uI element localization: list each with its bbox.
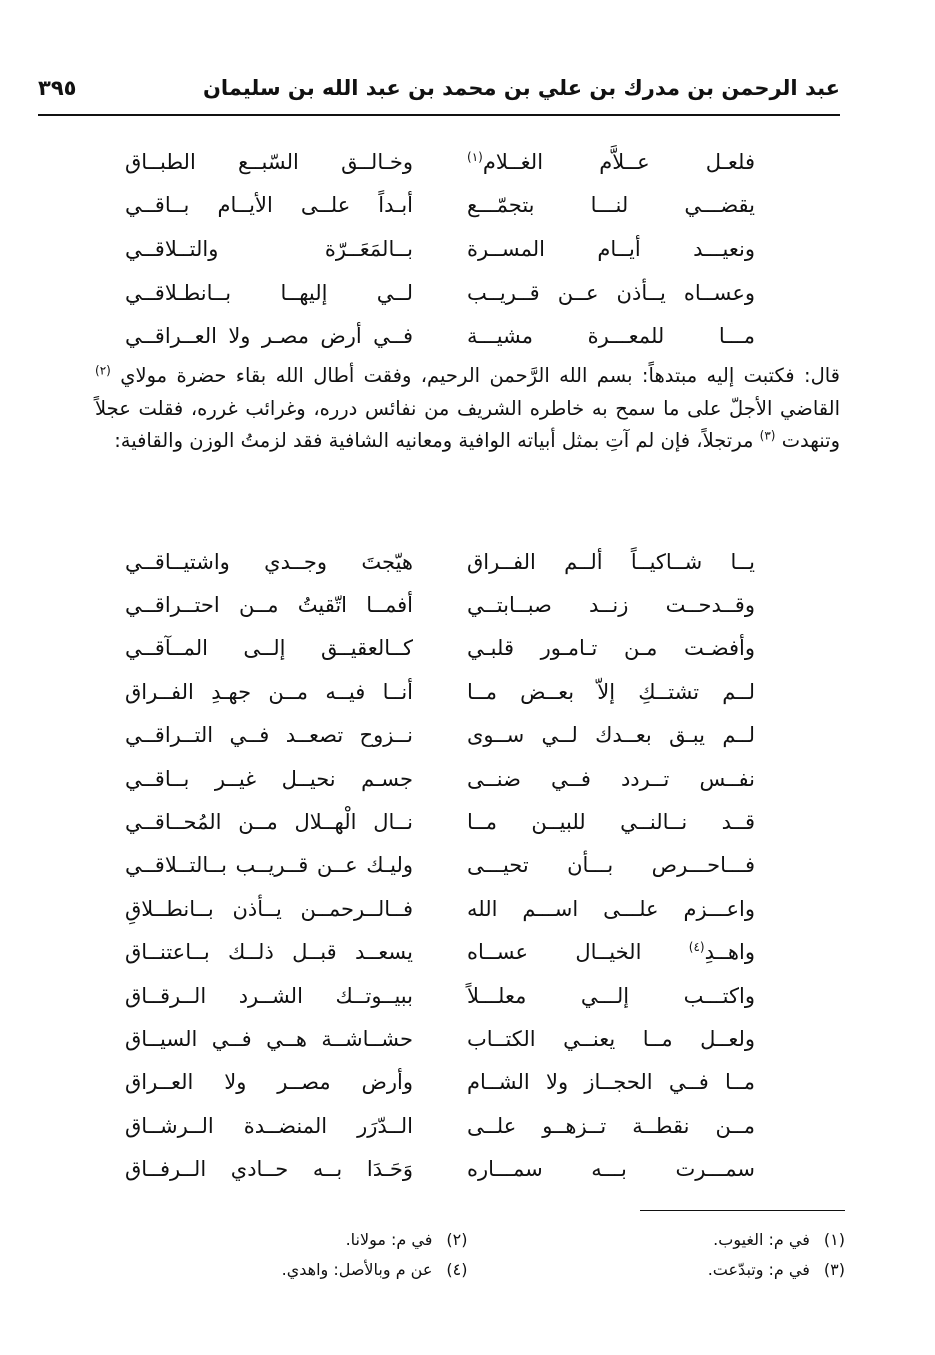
verse-line bbox=[125, 227, 755, 271]
footnote-3: (٣)في م: وتبدّعت. bbox=[707, 1260, 845, 1279]
first-hemistich: ولعــل مــا يعنــي الكتــاب bbox=[467, 1026, 755, 1051]
first-hemistich: مــن نقطــة تــزهــو علــى bbox=[467, 1113, 755, 1138]
first-hemistich: مـــا للمعـــرة مشيـــة bbox=[467, 324, 755, 349]
second-hemistich: نــال الْهــلال مــن المُحــاقــي bbox=[125, 810, 413, 835]
verse-line bbox=[125, 1104, 755, 1147]
verse-line bbox=[125, 800, 755, 843]
verse-line bbox=[125, 184, 755, 228]
verse-line bbox=[125, 583, 755, 626]
verse-line bbox=[125, 627, 755, 670]
first-hemistich: واعـــزم علـــى اســـم الله bbox=[467, 896, 755, 921]
first-hemistich: ونعيـــد أيــام المســرة bbox=[467, 236, 755, 261]
second-hemistich: فــي أرض مصـر ولا العــراقــي bbox=[125, 324, 413, 349]
running-title: عبد الرحمن بن مدرك بن علي بن محمد بن عبد الله بن سليمان bbox=[202, 76, 840, 100]
second-hemistich: لــي إليهــا بــانطـلاقــي bbox=[125, 280, 413, 305]
verse-line bbox=[125, 757, 755, 800]
second-hemistich: وَحَـدَا بــه حــادي الــرفــاق bbox=[125, 1157, 413, 1182]
verse-line bbox=[125, 271, 755, 315]
second-hemistich: أنــا فيــه مــن جهـدِ الفــراق bbox=[125, 679, 413, 704]
first-hemistich: لــم تشتــكِ إلاّ بعــض مــا bbox=[467, 679, 755, 704]
verse-line bbox=[125, 931, 755, 974]
second-hemistich: نــزوح تصعــد فــي التــراقــي bbox=[125, 723, 413, 748]
second-hemistich: ببيــوتــك الشــرد الــرقــاق bbox=[125, 983, 413, 1008]
verse-line bbox=[125, 844, 755, 887]
first-hemistich: فلعـل عــلاَّم الغــلام$^{(١)}$ bbox=[467, 149, 755, 174]
verse-line bbox=[125, 140, 755, 184]
first-hemistich: مــا فــي الحجــاز ولا الشــام bbox=[467, 1070, 755, 1095]
poem-2 bbox=[125, 540, 755, 1191]
first-hemistich: يقضـــي لنـــا بتجمّـــع bbox=[467, 193, 755, 218]
first-hemistich: لــم يبـق بعــدك لــي ســوى bbox=[467, 723, 755, 748]
second-hemistich: هيّجتَ وجــدي واشتيــاقــي bbox=[125, 549, 413, 574]
second-hemistich: أبـداً علــى الأيــام بــاقــي bbox=[125, 193, 413, 218]
first-hemistich: سمـــرت بـــه سمـــاره bbox=[467, 1157, 755, 1182]
footnote-2: (٢)في م: مولانا. bbox=[345, 1230, 468, 1249]
second-hemistich: يسعــد قبــل ذلــك بــاعتنــاق bbox=[125, 940, 413, 965]
second-hemistich: فــالــرحمــن يــأذن بــانطــلاقِ bbox=[125, 896, 413, 921]
first-hemistich: واكتـــب إلـــي معلـــلاً bbox=[467, 983, 755, 1008]
footnotes bbox=[90, 1228, 845, 1282]
second-hemistich: وخـالــق السّبــع الطبــاق bbox=[125, 149, 413, 174]
footnote-1: (١)في م: الغيوب. bbox=[713, 1230, 845, 1249]
first-hemistich: فـــاحـــرص بـــأن تحيـــى bbox=[467, 853, 755, 878]
first-hemistich: نفــس تــردد فــي ضنــى bbox=[467, 766, 755, 791]
second-hemistich: وأرض مصــر ولا العــراق bbox=[125, 1070, 413, 1095]
verse-line bbox=[125, 1017, 755, 1060]
first-hemistich: وعســاه يــأذن عــن قــريــب bbox=[467, 280, 755, 305]
first-hemistich: وأفضـت مـن تـامـور قلبـي bbox=[467, 636, 755, 661]
first-hemistich: يــا شــاكيــاً ألــم الفــراق bbox=[467, 549, 755, 574]
page-number: ٣٩٥ bbox=[38, 76, 77, 100]
second-hemistich: كــالعقيــق إلــى المــآقــي bbox=[125, 636, 413, 661]
header-rule bbox=[38, 114, 840, 116]
footnote-ref: (١) bbox=[467, 149, 483, 164]
prose-paragraph: قال: فكتبت إليه مبتدهاً: بسم الله الرَّحمن الرحيم، وفقت أطال الله بقاء حضرة مولاي $^{(٢)}$ القاضي الأجلّ على ما سمح به خاطره الشريف من نفائس درره، وغرائب غرره، فقلت عجلاً وتنهدت $^{(٣)}$ مرتجلاً، فإن لم آتِ بمثل أبياته الوافية ومعانيه الشافية فقد لزمتُ الوزن والقافية: bbox=[95, 363, 840, 452]
footnote-4: (٤)عن م وبالأصل: واهدي. bbox=[281, 1260, 468, 1279]
first-hemistich: وقــدحــت زنــد صبــابتــي bbox=[467, 593, 755, 618]
second-hemistich: بــالمَعَــرّة والتــلاقــي bbox=[125, 236, 413, 261]
second-hemistich: وليـك عــن قــريــب بــالتــلاقــي bbox=[125, 853, 413, 878]
verse-line bbox=[125, 670, 755, 713]
verse-line bbox=[125, 1147, 755, 1190]
footnote-ref: (٣) bbox=[759, 428, 776, 443]
poem-1 bbox=[125, 140, 755, 358]
verse-line bbox=[125, 540, 755, 583]
verse-line bbox=[125, 974, 755, 1017]
footnote-ref: (٢) bbox=[95, 363, 111, 378]
second-hemistich: جسـم نحيــل غيــر بــاقــي bbox=[125, 766, 413, 791]
footnote-rule bbox=[640, 1210, 845, 1211]
second-hemistich: أفمــا اتّقيتُ مــن احتــراقــي bbox=[125, 593, 413, 618]
second-hemistich: الــدّرَر المنضــدة الــرشــاق bbox=[125, 1113, 413, 1138]
verse-line bbox=[125, 314, 755, 358]
first-hemistich: واهــدِ$^{(٤)}$ الخيــال عســاه bbox=[467, 940, 755, 965]
footnote-ref: (٤) bbox=[688, 940, 705, 955]
verse-line bbox=[125, 887, 755, 930]
verse-line bbox=[125, 1061, 755, 1104]
verse-line bbox=[125, 714, 755, 757]
second-hemistich: حشــاشــة هــي فــي السيــاق bbox=[125, 1026, 413, 1051]
first-hemistich: قــد نــالنــي للبيــن مــا bbox=[467, 810, 755, 835]
page-header bbox=[38, 76, 840, 110]
